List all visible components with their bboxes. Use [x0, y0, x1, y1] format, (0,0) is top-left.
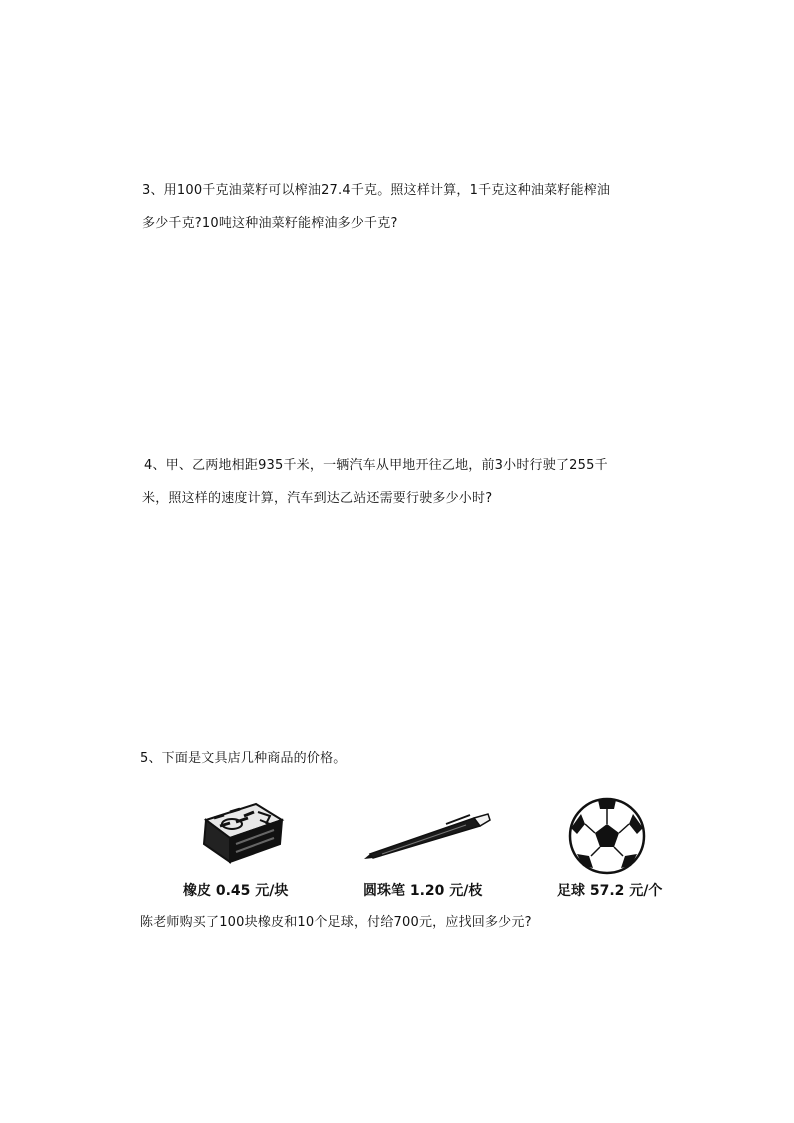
pen-icon: [362, 812, 492, 864]
eraser-icon: [200, 798, 286, 866]
question-5-intro: 5、下面是文具店几种商品的价格。: [140, 751, 347, 766]
question-3-line-2: 多少千克?10吨这种油菜籽能榨油多少千克?: [142, 216, 398, 231]
football-price-caption: 足球 57.2 元/个: [557, 883, 663, 899]
pen-price-caption: 圆珠笔 1.20 元/枝: [363, 883, 483, 899]
eraser-price-caption: 橡皮 0.45 元/块: [183, 883, 289, 899]
football-icon: [567, 796, 647, 876]
question-4-line-2: 米，照这样的速度计算，汽车到达乙站还需要行驶多少小时?: [142, 491, 493, 506]
question-5-text: 陈老师购买了100块橡皮和10个足球，付给700元，应找回多少元?: [140, 915, 532, 930]
question-4-line-1: 4、甲、乙两地相距935千米，一辆汽车从甲地开往乙地，前3小时行驶了255千: [144, 458, 608, 473]
question-3-line-1: 3、用100千克油菜籽可以榨油27.4千克。照这样计算，1千克这种油菜籽能榨油: [142, 183, 611, 198]
